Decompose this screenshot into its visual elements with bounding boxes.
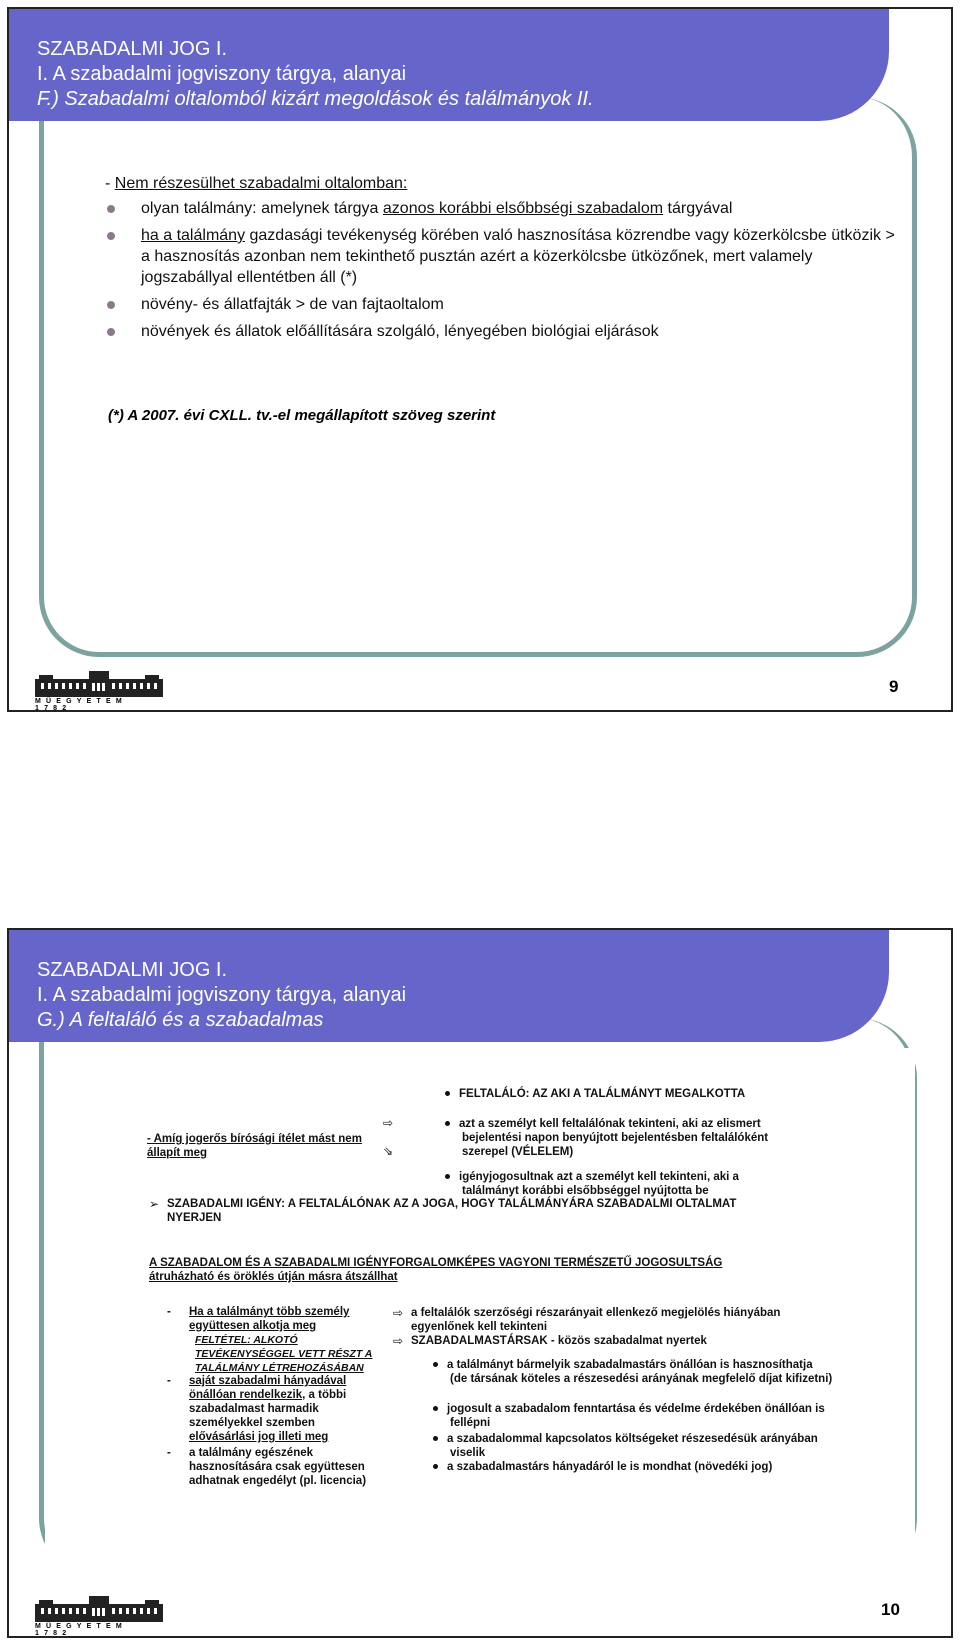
slide-title-block <box>37 958 406 1033</box>
page-number: 10 <box>881 1600 900 1619</box>
subsection-title: F.) Szabadalmi oltalomból kizárt megoldások és találmányok II. <box>37 88 594 110</box>
arrow-right-icon: ⇨ <box>393 1306 404 1320</box>
list-item <box>105 225 895 288</box>
feltetel-text: FELTÉTEL: ALKOTÓ TEVÉKENYSÉGGEL VETT RÉSZT A TALÁLMÁNY LÉTREHOZÁSÁBAN <box>195 1334 373 1374</box>
arrow-right-icon: ⇨ <box>393 1334 404 1348</box>
rb2-item <box>433 1402 833 1430</box>
list-item <box>105 321 895 342</box>
section-title: I. A szabadalmi jogviszony tárgya, alanyai <box>37 63 407 85</box>
bullet-icon <box>445 1121 450 1126</box>
logo-text: MŰEGYETEM 1782 <box>35 698 127 712</box>
right1-text: a feltalálók szerzőségi részarányait ellenkező megjelölés hiányában egyenlőnek kell tekinteni <box>411 1307 781 1333</box>
arrow-down-right-icon: ⇘ <box>383 1144 394 1158</box>
university-logo <box>35 1596 163 1637</box>
bullet-icon <box>433 1436 438 1441</box>
bullet-list <box>105 198 895 342</box>
left2-underlined2: elővásárlási jog illeti meg <box>189 1431 329 1443</box>
logo-text: MŰEGYETEM 1782 <box>35 1623 127 1637</box>
rb4-text: a szabadalmastárs hányadáról le is mondhat (növedéki jog) <box>447 1461 773 1473</box>
forgalom-text <box>149 1256 789 1284</box>
bullet-icon <box>445 1091 450 1096</box>
lead-line <box>105 173 895 194</box>
rb4-item <box>433 1460 833 1474</box>
b2-item <box>445 1170 775 1198</box>
footnote: (*) A 2007. évi CXLL. tv.-el megállapított szöveg szerint <box>108 407 496 424</box>
bullet-underlined: ha a találmány <box>141 227 246 244</box>
bullet-icon <box>107 232 115 240</box>
left2-rest: a többi szabadalmast harmadik személyekkel szemben <box>189 1389 347 1429</box>
bullet-icon <box>433 1362 438 1367</box>
bullet-icon <box>107 301 115 309</box>
bullet-text-post: tárgyával <box>663 200 733 217</box>
page-number: 9 <box>889 677 899 696</box>
bullet-underlined: azonos korábbi elsőbbségi szabadalom <box>382 200 664 217</box>
slide-10 <box>7 928 953 1638</box>
university-logo <box>35 671 163 712</box>
feltalalo-heading <box>445 1087 745 1101</box>
building-icon <box>35 1596 163 1622</box>
right2-text: SZABADALMASTÁRSAK - közös szabadalmat nyertek <box>411 1335 707 1347</box>
arrowhead-icon: ➢ <box>149 1197 160 1211</box>
feltalalo-text: FELTALÁLÓ: AZ AKI A TALÁLMÁNYT MEGALKOTTA <box>459 1088 746 1100</box>
slide-body <box>105 173 895 348</box>
igeny-text: SZABADALMI IGÉNY: A FELTALÁLÓNAK AZ A JOGA, HOGY TALÁLMÁNYÁRA SZABADALMI OLTALMAT NYERJEN <box>167 1198 737 1224</box>
bullet-text: növények és állatok előállítására szolgáló, lényegében biológiai eljárások <box>141 323 659 340</box>
left2-underlined: saját szabadalmi hányadával önállóan rendelkezik, <box>189 1375 347 1401</box>
left3-text: a találmány egészének hasznosítására csak együttesen adhatnak engedélyt (pl. licencia) <box>189 1447 367 1487</box>
list-item <box>105 294 895 315</box>
bullet-text-post: gazdasági tevékenység körében való hasznosítása közrendbe vagy közerkölcsbe ütközik > a hasznosítás azonban nem tekinthető pusztán azért a közerkölcsbe ütközőnek, mert valamely jogszabállyal ellentétben áll (*) <box>141 227 895 286</box>
b2-text: igényjogosultnak azt a személyt kell tekinteni, aki a találmányt korábbi elsőbbséggel nyújtotta be <box>459 1171 739 1197</box>
amig-text: - Amíg jogerős bírósági ítélet mást nem állapít meg <box>147 1133 362 1159</box>
dash: - <box>167 1447 171 1459</box>
subsection-title: G.) A feltaláló és a szabadalmas <box>37 1009 324 1031</box>
left1-text: Ha a találmányt több személy együttesen alkotja meg <box>189 1306 350 1332</box>
bullet-text: növény- és állatfajták > de van fajtaoltalom <box>141 296 444 313</box>
bullet-icon <box>107 205 115 213</box>
bullet-icon <box>445 1174 450 1179</box>
lead-underlined: Nem részesülhet szabadalmi oltalomban: <box>114 175 408 192</box>
rb1-item <box>433 1358 833 1386</box>
list-item <box>105 198 895 219</box>
bullet-icon <box>107 328 115 336</box>
arrow-right-icon: ⇨ <box>383 1116 394 1130</box>
rb2-text: jogosult a szabadalom fenntartása és védelme érdekében önállóan is fellépni <box>447 1403 825 1429</box>
lead-prefix: - <box>105 175 115 192</box>
left2-text <box>189 1374 379 1444</box>
bullet-text: olyan találmány: amelynek tárgya <box>141 200 383 217</box>
dash: - <box>167 1375 171 1387</box>
section-title: I. A szabadalmi jogviszony tárgya, alanyai <box>37 984 407 1006</box>
bullet-icon <box>433 1406 438 1411</box>
slide-title: SZABADALMI JOG I. <box>37 38 228 60</box>
b1-text: azt a személyt kell feltalálónak tekinteni, aki az elismert bejelentési napon benyújtott bejelentésben feltalálóként szerepel (VÉLELEM) <box>459 1118 769 1158</box>
rb3-item <box>433 1432 833 1460</box>
rb3-text: a szabadalommal kapcsolatos költségeket részesedésük arányában viselik <box>447 1433 818 1459</box>
slide-title: SZABADALMI JOG I. <box>37 959 228 981</box>
dash: - <box>167 1306 171 1318</box>
rb1-text: a találmányt bármelyik szabadalmastárs önállóan is hasznosíthatja (de társának köteles a részesedési arányának megfelelő díjat kifizetni) <box>447 1359 833 1385</box>
slide-title-block <box>37 37 594 112</box>
b1-item <box>445 1117 775 1159</box>
building-icon <box>35 671 163 697</box>
slide-9 <box>7 7 953 712</box>
forgalom-span: A SZABADALOM ÉS A SZABADALMI IGÉNYFORGALOMKÉPES VAGYONI TERMÉSZETŰ JOGOSULTSÁG átruházható és öröklés útján másra átszállhat <box>149 1257 723 1283</box>
bullet-icon <box>433 1464 438 1469</box>
